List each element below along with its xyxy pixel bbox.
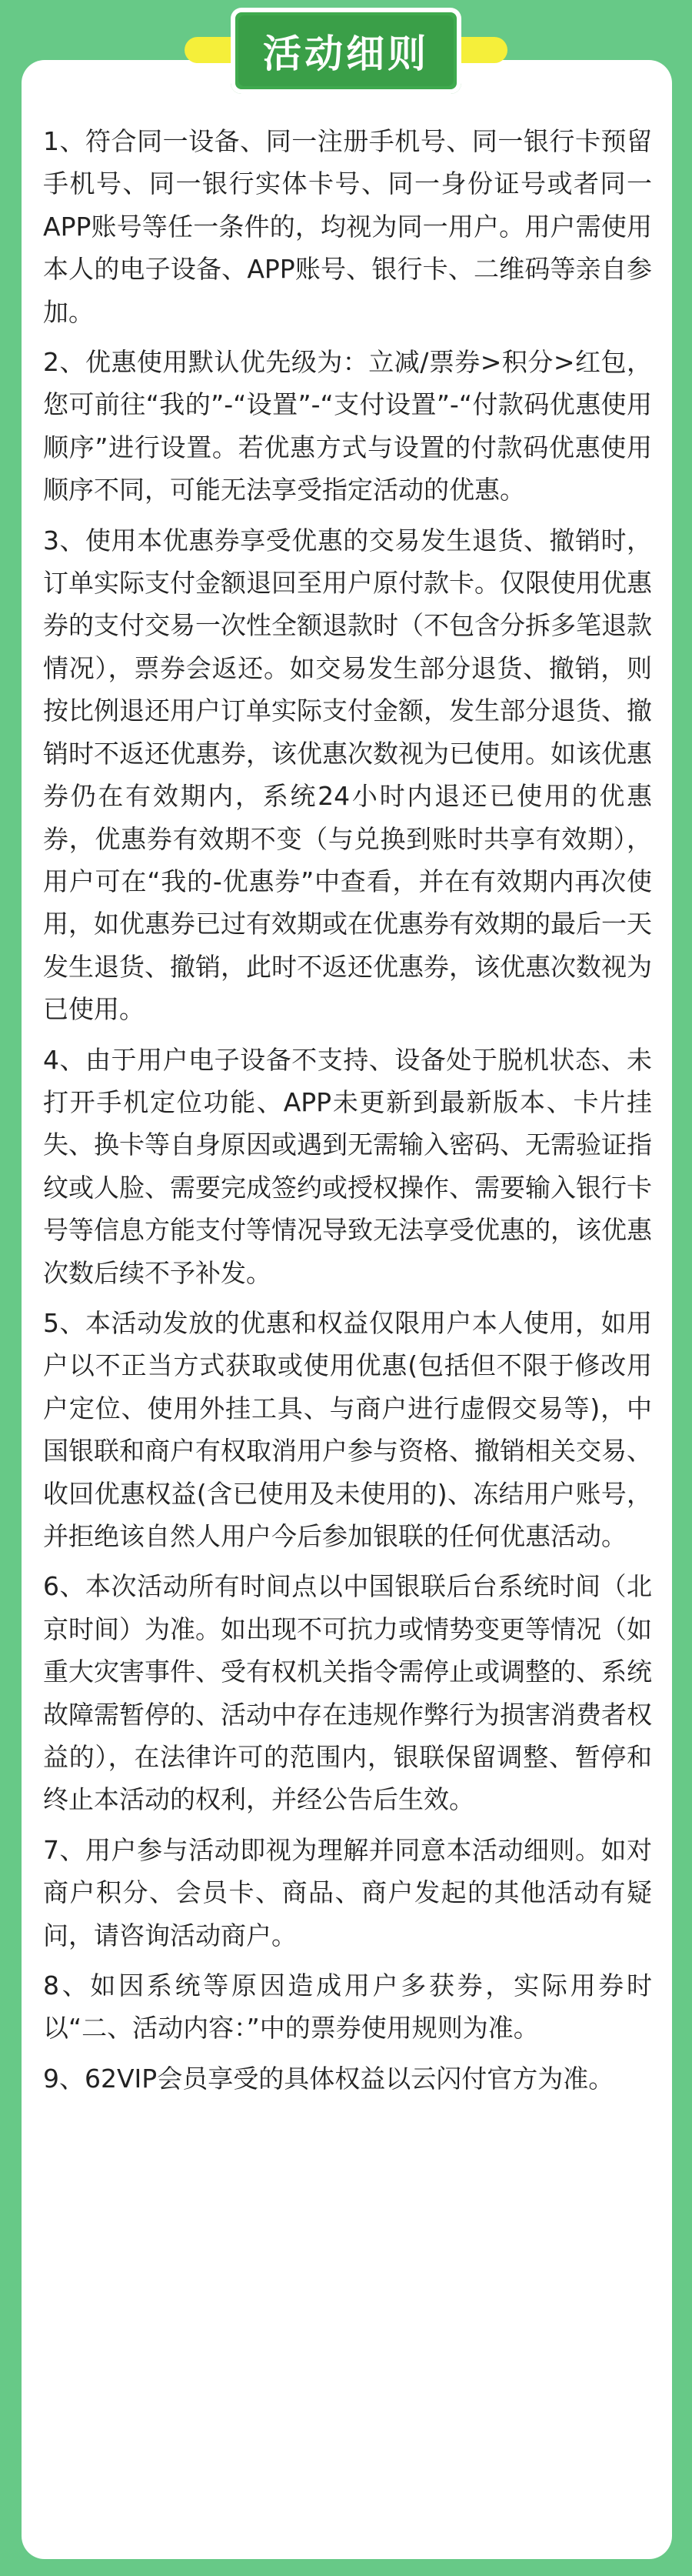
rule-item: 6、本次活动所有时间点以中国银联后台系统时间（北京时间）为准。如出现不可抗力或情势变更等情况（如重大灾害事件、受有权机关指令需停止或调整的、系统故障需暂停的、活动中存在违规作弊行为损害消费者权益的），在法律许可的范围内，银联保留调整、暂停和终止本活动的权利，并经公告后生效。 [43, 1571, 652, 1815]
rule-item: 8、如因系统等原因造成用户多获券，实际用券时以“二、活动内容：”中的票券使用规则为准。 [43, 1970, 652, 2044]
rule-item: 4、由于用户电子设备不支持、设备处于脱机状态、未打开手机定位功能、APP未更新到最新版本、卡片挂失、换卡等自身原因或遇到无需输入密码、无需验证指纹或人脸、需要完成签约或授权操作、需要输入银行卡号等信息方能支付等情况导致无法享受优惠的，该优惠次数后续不予补发。 [43, 1044, 652, 1288]
page-title: 活动细则 [263, 32, 429, 76]
rule-item: 9、62VIP会员享受的具体权益以云闪付官方为准。 [43, 2063, 614, 2094]
rule-item: 7、用户参与活动即视为理解并同意本活动细则。如对商户积分、会员卡、商品、商户发起的其他活动有疑问，请咨询活动商户。 [43, 1834, 652, 1950]
rules-content [43, 120, 652, 2107]
rule-item: 2、优惠使用默认优先级为：立减/票券>积分>红包，您可前往“我的”-“设置”-“支付设置”-“付款码优惠使用顺序”进行设置。若优惠方式与设置的付款码优惠使用顺序不同，可能无法享受指定活动的优惠。 [43, 347, 652, 506]
rule-item: 1、符合同一设备、同一注册手机号、同一银行卡预留手机号、同一银行实体卡号、同一身份证号或者同一APP账号等任一条件的，均视为同一用户。用户需使用本人的电子设备、APP账号、银行卡、二维码等亲自参加。 [43, 126, 652, 327]
rule-item: 5、本活动发放的优惠和权益仅限用户本人使用，如用户以不正当方式获取或使用优惠(包括但不限于修改用户定位、使用外挂工具、与商户进行虚假交易等)，中国银联和商户有权取消用户参与资格、撤销相关交易、收回优惠权益(含已使用及未使用的)、冻结用户账号，并拒绝该自然人用户今后参加银联的任何优惠活动。 [43, 1307, 652, 1551]
title-header [0, 0, 692, 108]
rule-item: 3、使用本优惠券享受优惠的交易发生退货、撤销时，订单实际支付金额退回至用户原付款卡。仅限使用优惠券的支付交易一次性全额退款时（不包含分拆多笔退款情况），票券会返还。如交易发生部分退货、撤销，则按比例退还用户订单实际支付金额，发生部分退货、撤销时不返还优惠券，该优惠次数视为已使用。如该优惠券仍在有效期内，系统24小时内退还已使用的优惠券，优惠券有效期不变（与兑换到账时共享有效期），用户可在“我的-优惠券”中查看，并在有效期内再次使用，如优惠券已过有效期或在优惠券有效期的最后一天发生退货、撤销，此时不返还优惠券，该优惠次数视为已使用。 [43, 525, 652, 1025]
title-badge [231, 8, 461, 94]
